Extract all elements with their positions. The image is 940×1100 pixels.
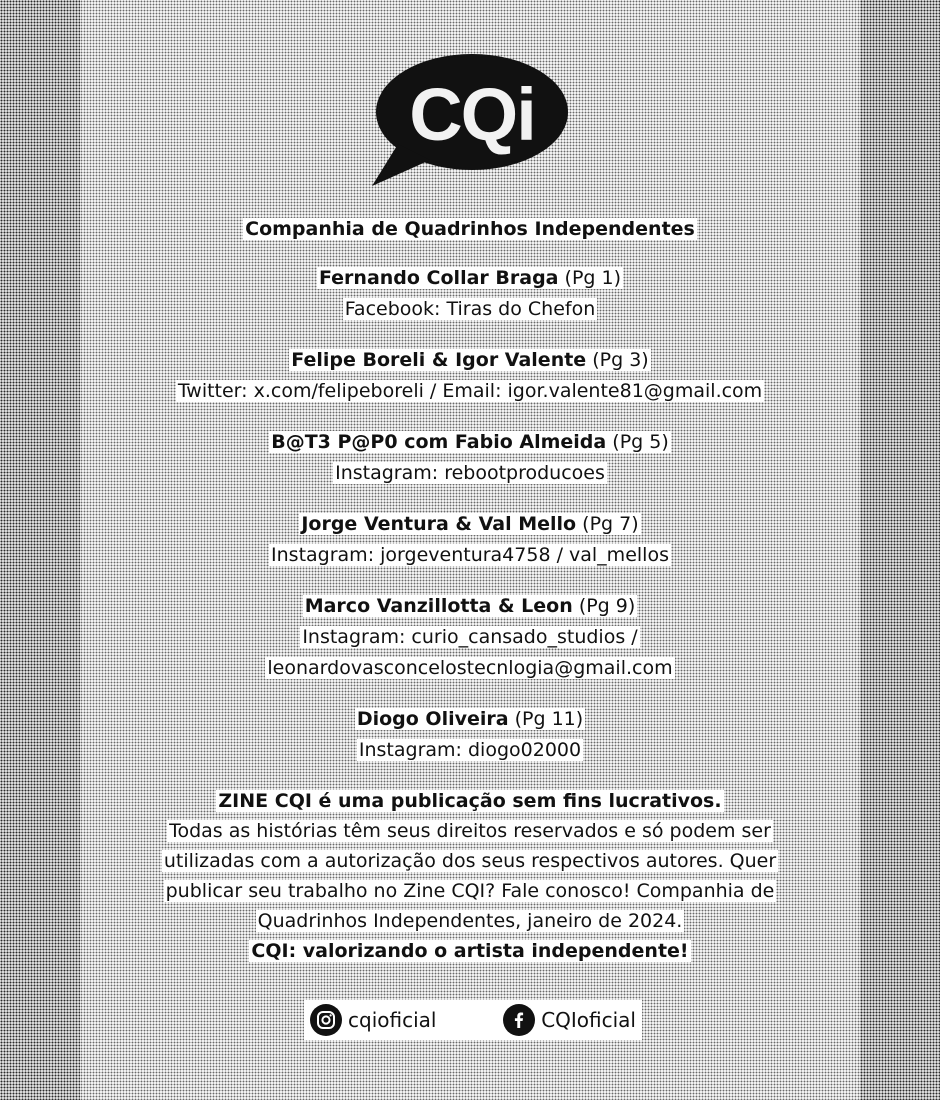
instagram-icon xyxy=(310,1004,342,1036)
credit-entry xyxy=(0,704,940,766)
notice-line: Quadrinhos Independentes, janeiro de 2024. xyxy=(257,910,683,932)
credit-entry xyxy=(0,591,940,684)
publication-notice xyxy=(0,786,940,966)
tagline: CQI: valorizando o artista independente! xyxy=(251,940,689,962)
author-name: Felipe Boreli & Igor Valente xyxy=(291,349,587,371)
page-title: Companhia de Quadrinhos Independentes xyxy=(245,218,695,240)
page-ref: (Pg 7) xyxy=(582,513,639,535)
social-links xyxy=(304,1000,642,1040)
author-contact: Instagram: jorgeventura4758 / val_mellos xyxy=(271,544,669,566)
author-contact: Twitter: x.com/felipeboreli / Email: igor.valente81@gmail.com xyxy=(177,380,763,402)
author-contact-line2: leonardovasconcelostecnlogia@gmail.com xyxy=(267,657,673,679)
credit-entry xyxy=(0,427,940,489)
credit-entry xyxy=(0,263,940,325)
facebook-handle: CQIoficial xyxy=(541,1008,636,1032)
notice-line: Todas as histórias têm seus direitos reservados e só podem ser xyxy=(169,820,771,842)
facebook-icon xyxy=(503,1004,535,1036)
notice-line: utilizadas com a autorização dos seus respectivos autores. Quer xyxy=(163,850,777,872)
instagram-link[interactable] xyxy=(310,1004,436,1036)
instagram-handle: cqioficial xyxy=(348,1008,437,1032)
author-contact: Facebook: Tiras do Chefon xyxy=(344,298,596,320)
page-ref: (Pg 9) xyxy=(578,595,636,617)
facebook-link[interactable] xyxy=(503,1004,636,1036)
author-name: Diogo Oliveira xyxy=(356,708,509,730)
page-ref: (Pg 1) xyxy=(564,267,622,289)
author-contact: Instagram: curio_cansado_studios / xyxy=(302,626,638,648)
page-ref: (Pg 3) xyxy=(592,349,649,371)
page-ref: (Pg 11) xyxy=(514,708,584,730)
author-name: Jorge Ventura & Val Mello xyxy=(301,513,577,535)
notice-line: publicar seu trabalho no Zine CQI? Fale conosco! Companhia de xyxy=(165,880,775,902)
cqi-logo xyxy=(368,52,570,188)
page-ref: (Pg 5) xyxy=(612,431,669,453)
logo-text: CQi xyxy=(409,73,535,156)
credit-entry xyxy=(0,509,940,571)
author-contact: Instagram: rebootproducoes xyxy=(335,462,605,484)
author-name: B@T3 P@P0 com Fabio Almeida xyxy=(271,431,607,453)
notice-headline: ZINE CQI é uma publicação sem fins lucrativos. xyxy=(218,790,722,812)
credits-content xyxy=(0,214,940,966)
credit-entry xyxy=(0,345,940,407)
author-contact: Instagram: diogo02000 xyxy=(358,739,582,761)
author-name: Marco Vanzillotta & Leon xyxy=(304,595,573,617)
author-name: Fernando Collar Braga xyxy=(318,267,559,289)
